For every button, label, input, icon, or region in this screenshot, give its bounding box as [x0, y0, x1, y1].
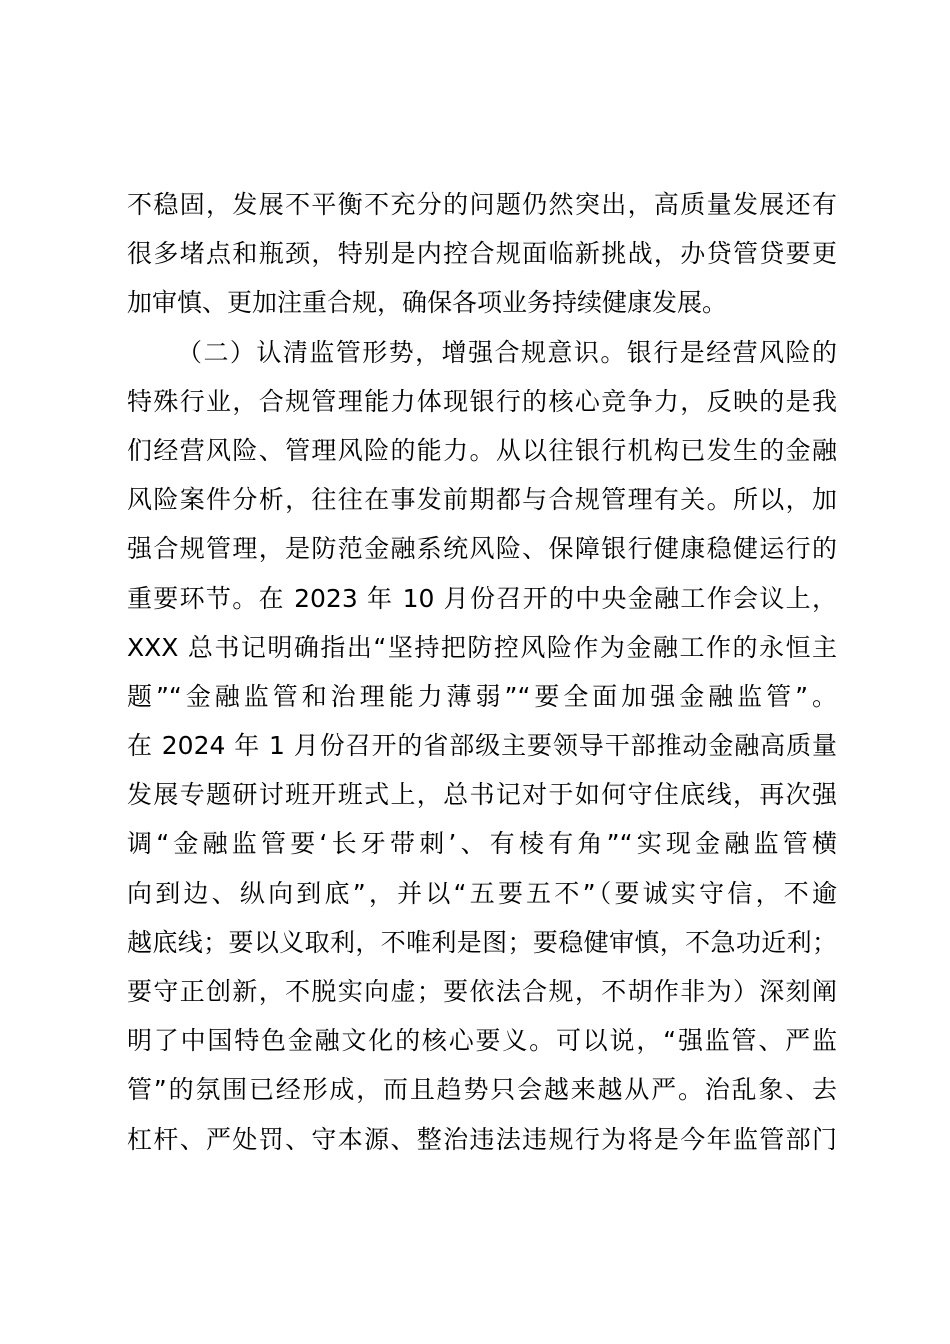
- text-line: 杠杆、严处罚、守本源、整治违法违规行为将是今年监管部门: [127, 1124, 837, 1154]
- text-line: 不稳固，发展不平衡不充分的问题仍然突出，高质量发展还有: [127, 190, 837, 219]
- text-line: 在 2024 年 1 月份召开的省部级主要领导干部推动金融高质量: [127, 731, 837, 761]
- text-line: 要守正创新，不脱实向虚；要依法合规，不胡作非为）深刻阐: [127, 977, 837, 1006]
- text-line: 重要环节。在 2023 年 10 月份召开的中央金融工作会议上，: [127, 583, 837, 613]
- body-text: [127, 180, 837, 1164]
- text-line: XXX 总书记明确指出“坚持把防控风险作为金融工作的永恒主: [127, 632, 837, 662]
- text-line: 风险案件分析，往往在事发前期都与合规管理有关。所以，加: [127, 485, 837, 515]
- text-line: 调“金融监管要‘长牙带刺’、有棱有角”“实现金融监管横: [127, 829, 837, 859]
- text-line: 加审慎、更加注重合规，确保各项业务持续健康发展。: [127, 288, 728, 318]
- text-line: 题”“金融监管和治理能力薄弱”“要全面加强金融监管”。: [127, 681, 837, 711]
- text-line: 明了中国特色金融文化的核心要义。可以说，“强监管、严监: [127, 1026, 837, 1056]
- text-line: 发展专题研讨班开班式上，总书记对于如何守住底线，再次强: [127, 780, 837, 810]
- text-line: 很多堵点和瓶颈，特别是内控合规面临新挑战，办贷管贷要更: [127, 239, 837, 269]
- text-line: 们经营风险、管理风险的能力。从以往银行机构已发生的金融: [127, 435, 837, 465]
- section-heading-line: （二）认清监管形势，增强合规意识。银行是经营风险的: [177, 337, 837, 367]
- text-line: 越底线；要以义取利，不唯利是图；要稳健审慎，不急功近利；: [127, 927, 837, 957]
- text-line: 强合规管理，是防范金融系统风险、保障银行健康稳健运行的: [127, 534, 837, 564]
- text-line: 特殊行业，合规管理能力体现银行的核心竞争力，反映的是我: [127, 386, 837, 416]
- text-line: 向到边、纵向到底”，并以“五要五不”（要诚实守信，不逾: [127, 878, 837, 908]
- text-line: 管”的氛围已经形成，而且趋势只会越来越从严。治乱象、去: [127, 1075, 837, 1105]
